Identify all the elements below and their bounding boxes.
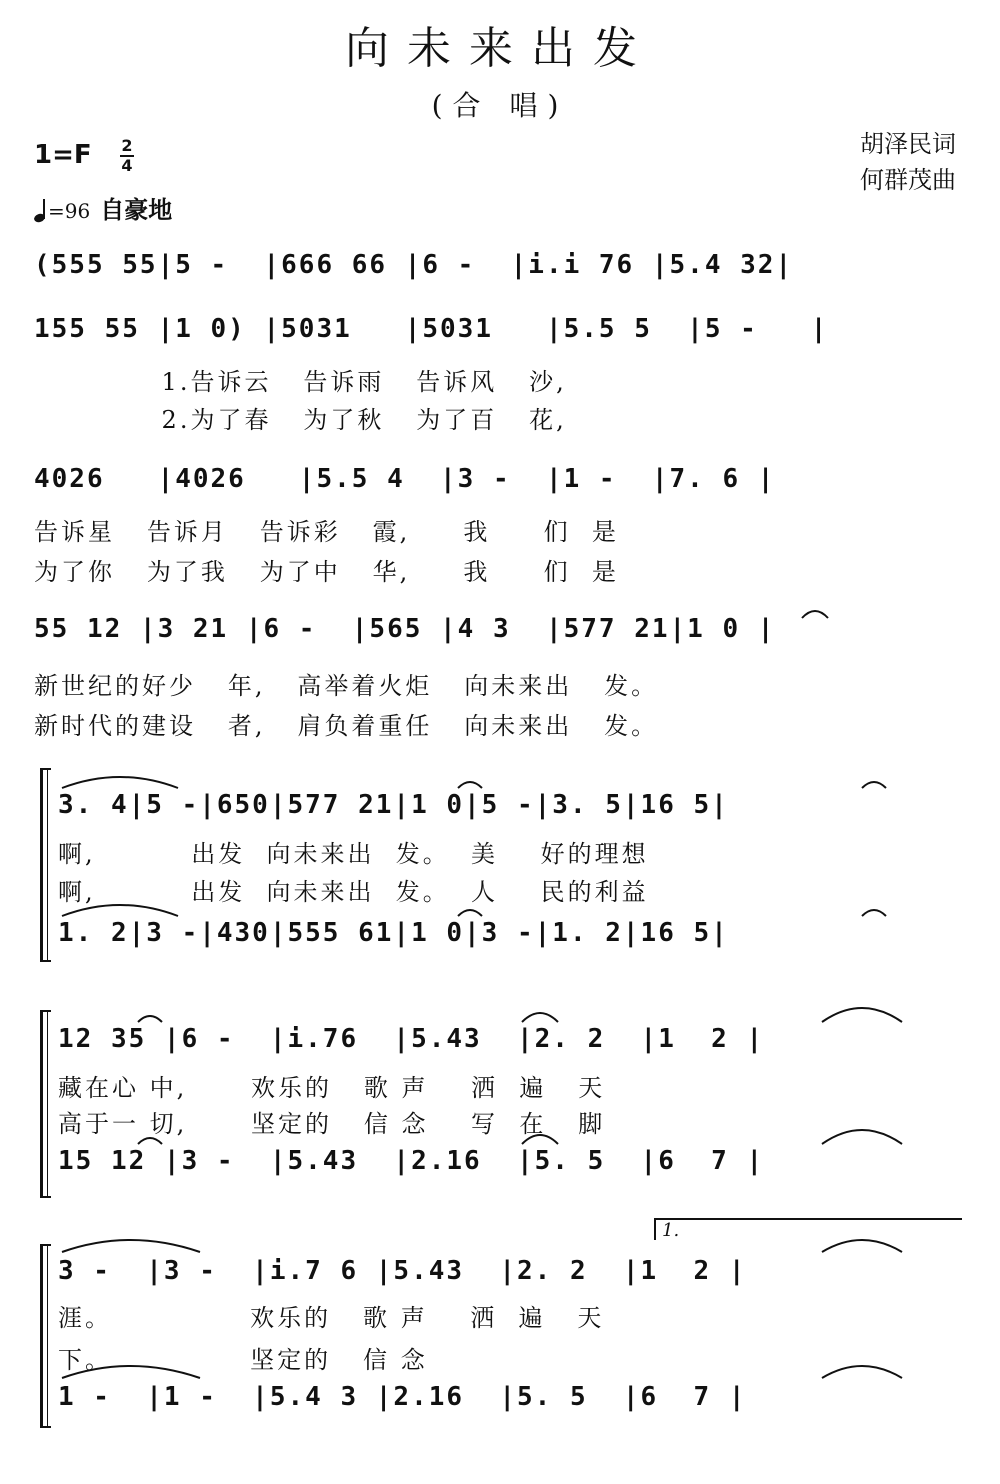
slur-mark — [62, 905, 178, 916]
slur-mark — [862, 910, 886, 916]
lyric-row: 啊, 出发 向未来出 发。 美 好的理想 — [58, 840, 649, 868]
slur-mark — [862, 782, 886, 788]
notation-row: 15 12 |3 - |5.43 |2.16 |5. 5 |6 7 | — [58, 1146, 765, 1176]
slur-mark — [62, 1366, 200, 1378]
notation-row: 1 - |1 - |5.4 3 |2.16 |5. 5 |6 7 | — [58, 1382, 747, 1412]
slur-mark — [822, 1008, 902, 1022]
slur-mark — [458, 910, 482, 916]
lyric-row: 涯。 欢乐的 歌 声 洒 遍 天 — [58, 1304, 605, 1332]
slur-mark — [522, 1013, 558, 1022]
slur-mark — [522, 1135, 558, 1144]
notation-row: (555 55|5 - |666 66 |6 - |i.i 76 |5.4 32| — [34, 250, 794, 280]
notation-row: 12 35 |6 - |i.76 |5.43 |2. 2 |1 2 | — [58, 1024, 765, 1054]
slur-mark — [138, 1138, 162, 1144]
lyric-row: 告诉星 告诉月 告诉彩 霞, 我 们 是 — [34, 518, 619, 546]
lyric-row: 藏在心 中, 欢乐的 歌 声 洒 遍 天 — [58, 1074, 606, 1102]
time-signature-bottom: 4 — [121, 156, 133, 175]
lyric-row: 高于一 切, 坚定的 信 念 写 在 脚 — [58, 1110, 606, 1138]
song-subtitle: (合 唱) — [431, 89, 569, 122]
notation-row: 1. 2|3 -|430|555 61|1 0|3 -|1. 2|16 5| — [58, 918, 729, 948]
slur-mark — [62, 1240, 200, 1252]
lyric-row: 下。 坚定的 信 念 — [58, 1346, 428, 1374]
tempo-value: =96 — [48, 199, 91, 223]
lyric-row: 1.告诉云 告诉雨 告诉风 沙, — [34, 368, 567, 396]
song-title: 向未来出发 — [345, 23, 655, 74]
slur-mark — [458, 782, 482, 788]
lyric-row: 为了你 为了我 为了中 华, 我 们 是 — [34, 558, 619, 586]
slur-mark — [822, 1130, 902, 1144]
lyric-row: 啊, 出发 向未来出 发。 人 民的利益 — [58, 878, 649, 906]
slur-mark — [822, 1240, 902, 1252]
lyric-row: 新世纪的好少 年, 高举着火炬 向未来出 发。 — [34, 672, 659, 700]
composer-credit: 何群茂曲 — [860, 166, 956, 194]
notation-row: 55 12 |3 21 |6 - |565 |4 3 |577 21|1 0 | — [34, 614, 776, 644]
slur-mark — [822, 1366, 902, 1378]
lyricist-credit: 胡泽民词 — [860, 130, 956, 158]
notation-row: 155 55 |1 0) |5031 |5031 |5.5 5 |5 - | — [34, 314, 829, 344]
lyric-row: 2.为了春 为了秋 为了百 花, — [34, 406, 567, 434]
key-signature: 1=F — [34, 140, 92, 170]
lyric-row: 新时代的建设 者, 肩负着重任 向未来出 发。 — [34, 712, 659, 740]
slur-mark — [802, 611, 828, 618]
volta-label: 1. — [662, 1220, 680, 1241]
notation-row: 4026 |4026 |5.5 4 |3 - |1 - |7. 6 | — [34, 464, 776, 494]
tempo-mood: 自豪地 — [100, 196, 173, 224]
notation-row: 3. 4|5 -|650|577 21|1 0|5 -|3. 5|16 5| — [58, 790, 729, 820]
notation-row: 3 - |3 - |i.7 6 |5.43 |2. 2 |1 2 | — [58, 1256, 747, 1286]
slur-mark — [138, 1016, 162, 1022]
time-signature-top: 2 — [121, 136, 133, 155]
slur-mark — [62, 777, 178, 788]
